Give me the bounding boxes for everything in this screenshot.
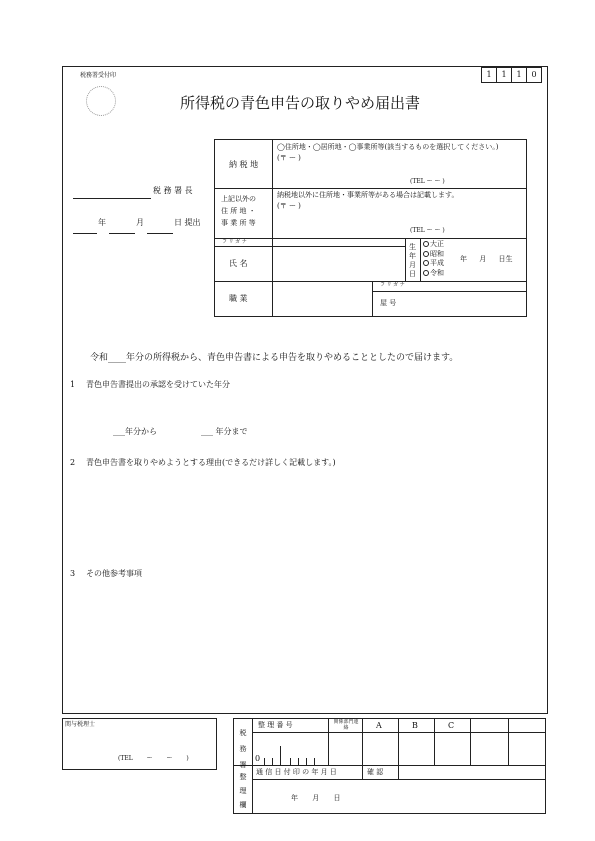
number-ticks[interactable] [262, 746, 326, 765]
col-c: C [448, 721, 455, 730]
period-to[interactable]: ___ 年分まで [201, 427, 248, 436]
tel-2[interactable]: (TEL ー ー ) [410, 227, 445, 234]
section-2-num: 2 [70, 458, 76, 467]
col-a: A [376, 721, 382, 730]
office-use-label: 税務署 [239, 729, 247, 769]
tax-office-field[interactable] [73, 189, 151, 199]
tsushin-label: 通 信 日 付 印 の 年 月 日 [256, 768, 337, 776]
tel[interactable]: (TEL ー ー ) [410, 178, 445, 185]
tax-place-label: 納 税 地 [229, 160, 259, 169]
submit-day-field[interactable] [147, 225, 173, 234]
submit-year-label: 年 [98, 218, 106, 227]
section-1-text: 青色申告書提出の承認を受けていた年分 [86, 380, 230, 389]
form-code-digit: 0 [526, 67, 542, 83]
section-2-text: 青色申告書を取りやめようとする理由(できるだけ詳しく記載します。) [86, 458, 336, 467]
period-from[interactable]: ___年分から [113, 427, 157, 436]
tax-office-suffix: 税 務 署 長 [153, 186, 193, 195]
other-address-label-2: 住 所 地 ・ [221, 207, 256, 215]
col-b: B [412, 721, 418, 730]
other-address-note: 納税地以外に住所地・事業所等がある場合は記載します。 [277, 191, 459, 199]
form-code [481, 67, 542, 83]
form-code-digit: 1 [481, 67, 497, 83]
radio-icon[interactable] [423, 260, 429, 266]
processing-label: 整理欄 [239, 773, 247, 809]
section-3-num: 3 [70, 569, 76, 578]
era-taisho: 大正 [430, 240, 444, 248]
other-address-label-1: 上記以外の [221, 195, 256, 203]
shop-name-label: 屋 号 [380, 299, 397, 307]
tax-place-options[interactable]: ◯住所地・◯居所地・◯事業所等(該当するものを選択してください。) [277, 143, 499, 151]
form-code-digit: 1 [511, 67, 527, 83]
received-ymd: 年 月 日 [291, 794, 341, 802]
seiri-bango-label: 整 理 番 号 [258, 721, 293, 729]
birth-ymd: 年 月 日生 [460, 255, 513, 263]
statement: 令和____年分の所得税から、青色申告書による申告を取りやめることとしたので届けます。 [90, 353, 459, 363]
furigana-label-2: フ リ ガ ナ [380, 282, 405, 288]
tax-accountant-tel[interactable]: (TEL ー ー ) [118, 755, 189, 762]
page-title: 所得税の青色申告の取りやめ届出書 [180, 94, 421, 112]
section-3-text: その他参考事項 [86, 569, 142, 578]
submit-month-label: 月 [136, 218, 144, 227]
kankei-bumon-label: 関係部門連 絡 [333, 719, 359, 731]
other-address-label-3: 事 業 所 等 [221, 219, 256, 227]
radio-icon[interactable] [423, 251, 429, 257]
radio-icon[interactable] [423, 241, 429, 247]
postal-code-2[interactable]: (〒 ー ) [277, 202, 301, 210]
stamp-circle [86, 86, 116, 116]
era-options[interactable] [423, 240, 444, 278]
era-heisei: 平成 [430, 259, 444, 267]
submit-month-field[interactable] [109, 225, 135, 234]
job-label: 職 業 [229, 294, 248, 303]
number-prefix: 0 [255, 754, 261, 763]
birth-label: 生年月日 [409, 243, 416, 278]
kakunin-label: 確 認 [367, 768, 384, 776]
section-1-num: 1 [70, 380, 76, 389]
submit-day-label: 日 提出 [174, 218, 201, 227]
submit-year-field[interactable] [73, 225, 97, 234]
furigana-label: フ リ ガ ナ [222, 239, 247, 245]
era-reiwa: 令和 [430, 268, 444, 277]
stamp-label: 税務署受付印 [80, 72, 117, 79]
form-code-digit: 1 [496, 67, 512, 83]
tax-accountant-label: 関与税理士 [65, 721, 96, 728]
name-label: 氏 名 [229, 259, 248, 268]
postal-code[interactable]: (〒 ー ) [277, 154, 301, 162]
era-showa: 昭和 [430, 249, 444, 258]
radio-icon[interactable] [423, 270, 429, 276]
